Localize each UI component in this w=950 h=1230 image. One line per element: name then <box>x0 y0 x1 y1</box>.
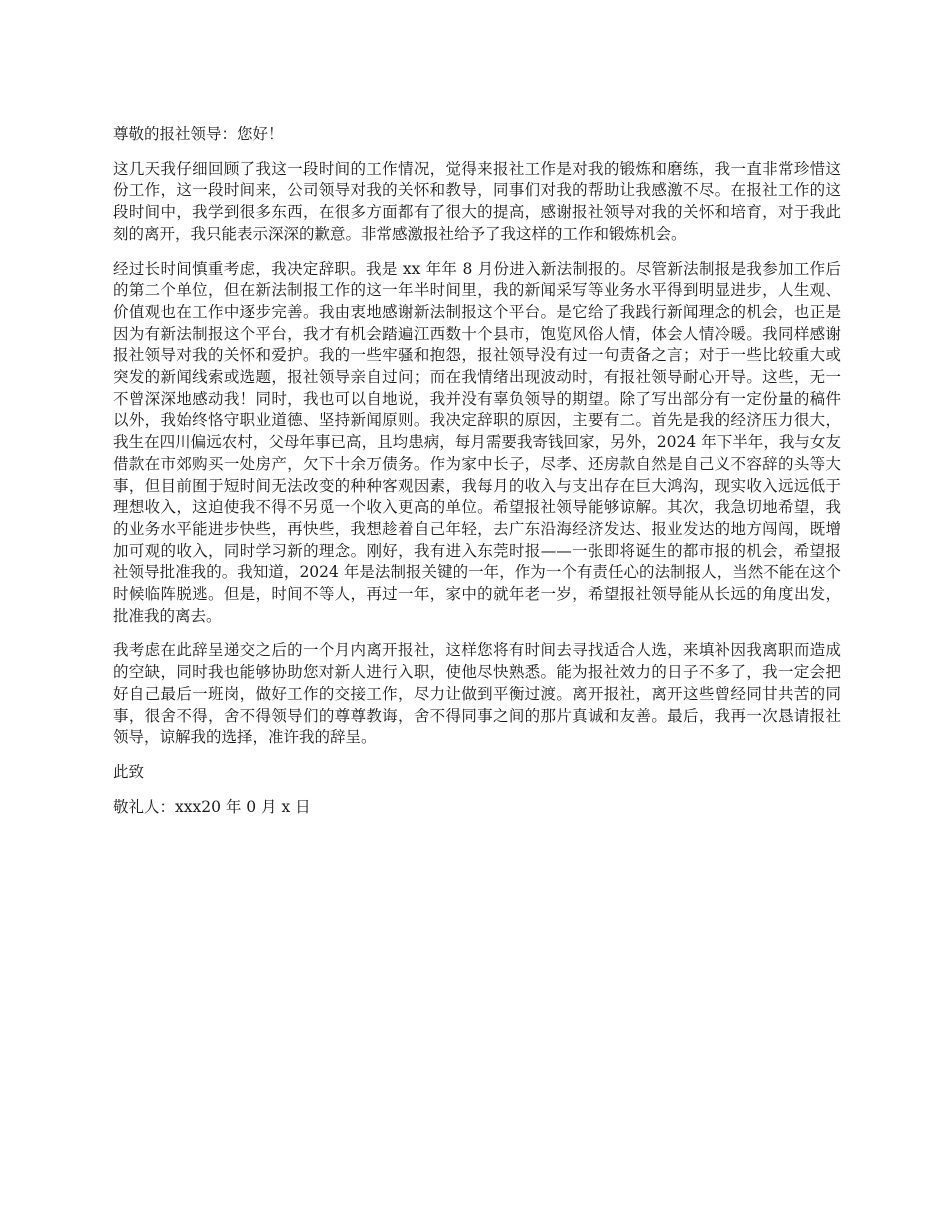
letter-document <box>113 124 841 831</box>
paragraph-reasons: 经过长时间慎重考虑，我决定辞职。我是 xx 年年 8 月份进入新法制报的。尽管新法制报是我参加工作后的第二个单位，但在新法制报工作的这一年半时间里，我的新闻采写等业务水平得到明显进步，人生观、价值观也在工作中逐步完善。我由衷地感谢新法制报这个平台。是它给了我践行新闻理念的机会，也正是因为有新法制报这个平台，我才有机会踏遍江西数十个县市，饱览风俗人情，体会人情冷暖。我同样感谢报社领导对我的关怀和爱护。我的一些牢骚和抱怨，报社领导没有过一句责备之言；对于一些比较重大或突发的新闻线索或选题，报社领导亲自过问；而在我情绪出现波动时，有报社领导耐心开导。这些，无一不曾深深地感动我！同时，我也可以自地说，我并没有辜负领导的期望。除了写出部分有一定份量的稿件以外，我始终恪守职业道德、坚持新闻原则。我决定辞职的原因，主要有二。首先是我的经济压力很大，我生在四川偏远农村，父母年事已高，且均患病，每月需要我寄钱回家，另外，2024 年下半年，我与女友借款在市郊购买一处房产，欠下十余万债务。作为家中长子，尽孝、还房款自然是自己义不容辞的头等大事，但目前囿于短时间无法改变的种种客观因素，我每月的收入与支出存在巨大鸿沟，现实收入远远低于理想收入，这迫使我不得不另觅一个收入更高的单位。希望报社领导能够谅解。其次，我急切地希望，我的业务水平能进步快些，再快些，我想趁着自己年轻，去广东沿海经济发达、报业发达的地方闯闯，既增加可观的收入，同时学习新的理念。刚好，我有进入东莞时报——一张即将诞生的都市报的机会，希望报社领导批准我的。我知道，2024 年是法制报关键的一年，作为一个有责任心的法制报人，当然不能在这个时候临阵脱逃。但是，时间不等人，再过一年，家中的就年老一岁，希望报社领导能从长远的角度出发，批准我的离去。 <box>113 259 841 625</box>
paragraph-gratitude: 这几天我仔细回顾了我这一段时间的工作情况，觉得来报社工作是对我的锻炼和磨练，我一直非常珍惜这份工作，这一段时间来，公司领导对我的关怀和教导，同事们对我的帮助让我感激不尽。在报社工作的这段时间中，我学到很多东西，在很多方面都有了很大的提高，感谢报社领导对我的关怀和培育，对于我此刻的离开，我只能表示深深的歉意。非常感激报社给予了我这样的工作和锻炼机会。 <box>113 159 841 243</box>
paragraph-handover: 我考虑在此辞呈递交之后的一个月内离开报社，这样您将有时间去寻找适合人选，来填补因我离职而造成的空缺，同时我也能够协助您对新人进行入职，使他尽快熟悉。能为报社效力的日子不多了，我一定会把好自己最后一班岗，做好工作的交接工作，尽力让做到平衡过渡。离开报社，离开这些曾经同甘共苦的同事，很舍不得，舍不得领导们的尊尊教诲，舍不得同事之间的那片真诚和友善。最后，我再一次恳请报社领导，谅解我的选择，准许我的辞呈。 <box>113 641 841 747</box>
signature: 敬礼人：xxx20 年 0 月 x 日 <box>113 797 311 816</box>
salutation: 尊敬的报社领导：您好！ <box>113 125 284 143</box>
closing: 此致 <box>113 762 145 781</box>
